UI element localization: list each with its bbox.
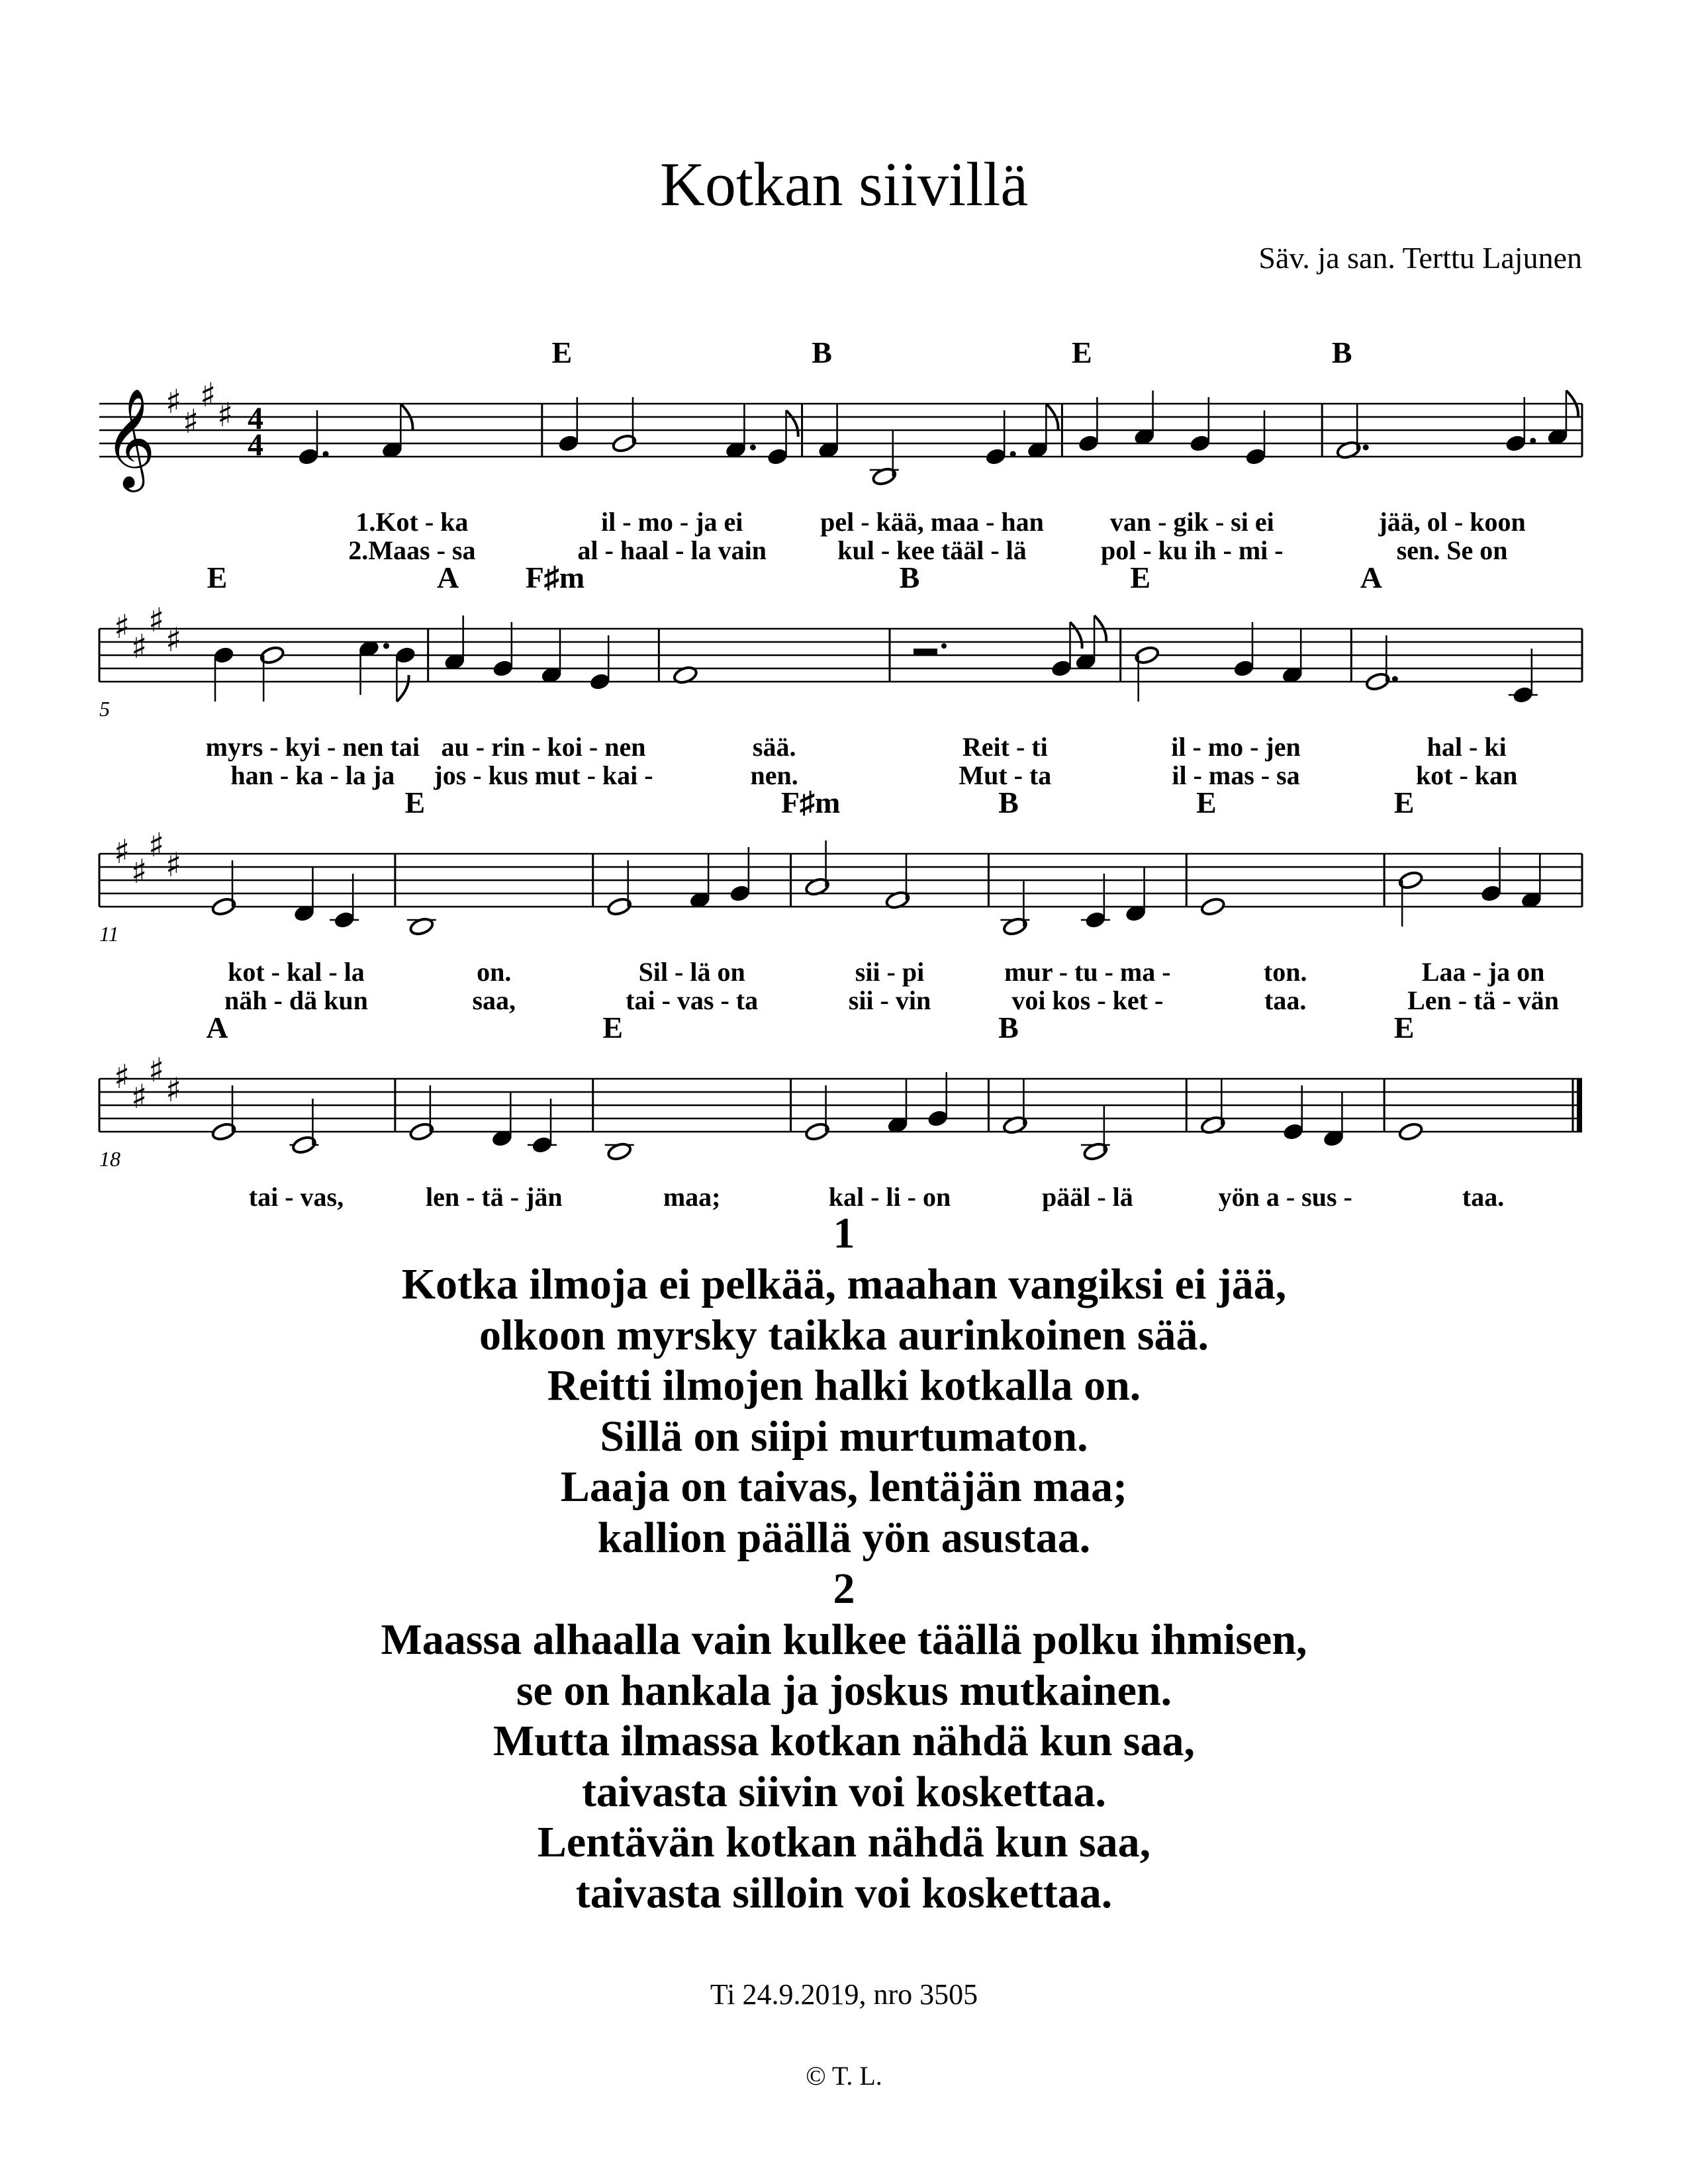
lyric-verse-1: il - mo - jen [1171, 732, 1301, 762]
lyric-verse-1: 1.Kot - ka [355, 507, 469, 537]
lyric-verse-1: maa; [663, 1182, 721, 1211]
chord-symbol: F♯m [780, 786, 841, 819]
lyric-verse-1: len - tä - jän [425, 1182, 563, 1211]
verse-line: taivasta siivin voi koskettaa. [581, 1767, 1107, 1816]
chord-symbol: E [404, 786, 426, 819]
sharp-icon: ♯ [148, 1051, 165, 1089]
dot [323, 451, 329, 457]
note-head [985, 447, 1007, 466]
chord-symbol: E [602, 1011, 624, 1044]
note-head [1398, 1122, 1424, 1142]
lyric-verse-1: sii - pi [855, 957, 925, 987]
sharp-icon: ♯ [114, 833, 130, 871]
verse-line: kallion päällä yön asustaa. [597, 1513, 1091, 1562]
chord-symbol: A [437, 561, 459, 594]
treble-clef-icon: 𝄞 [105, 387, 156, 488]
lyric-verse-1: il - mo - ja ei [601, 507, 743, 537]
lyric-verse-1: on. [477, 957, 512, 987]
song-title: Kotkan siivillä [659, 150, 1029, 219]
lyric-verse-2: jos - kus mut - kai - [434, 760, 653, 790]
verse-number: 1 [833, 1209, 855, 1257]
verse-line: se on hankala ja joskus mutkainen. [516, 1666, 1172, 1715]
staff-system [99, 336, 1582, 565]
sharp-icon: ♯ [114, 608, 130, 646]
sharp-icon: ♯ [148, 601, 165, 639]
note-head [1505, 434, 1526, 453]
lyric-verse-1: tai - vas, [248, 1182, 344, 1211]
dot [1530, 438, 1536, 444]
dot [750, 445, 756, 451]
sharp-icon: ♯ [165, 621, 182, 659]
note-head [1233, 659, 1254, 678]
lyric-verse-2: sii - vin [848, 985, 931, 1015]
composer-credit: Säv. ja san. Terttu Lajunen [1258, 241, 1582, 275]
sharp-icon: ♯ [148, 826, 165, 864]
measure-number: 18 [99, 1147, 120, 1171]
note-flag [397, 675, 408, 702]
note-head [297, 447, 319, 466]
lyric-verse-2: Len - tä - vän [1407, 985, 1560, 1015]
chord-symbol: B [899, 561, 920, 594]
chord-symbol: E [1393, 786, 1415, 819]
lyric-verse-2: kul - kee tääl - lä [837, 535, 1027, 565]
note-head [1512, 686, 1534, 704]
verse-line: Kotka ilmoja ei pelkää, maahan vangiksi ei jää, [401, 1260, 1287, 1308]
note-head [767, 447, 788, 466]
note-head [334, 911, 355, 929]
note-head [1244, 447, 1266, 466]
chord-symbol: B [1331, 336, 1352, 369]
lyric-verse-1: pääl - lä [1041, 1182, 1133, 1211]
sharp-icon: ♯ [165, 846, 182, 884]
lyric-verse-2: han - ka - la ja [230, 760, 395, 790]
lyric-verse-1: pel - kää, maa - han [820, 507, 1044, 537]
sharp-icon: ♯ [131, 1077, 148, 1116]
chord-symbol: E [1196, 786, 1217, 819]
sharp-icon: ♯ [165, 1071, 182, 1109]
lyric-verse-2: näh - dä kun [224, 985, 368, 1015]
lyric-verse-1: Reit - ti [962, 732, 1048, 762]
lyric-verse-2: voi kos - ket - [1011, 985, 1164, 1015]
verse-line: Sillä on siipi murtumaton. [600, 1412, 1088, 1461]
time-signature-top: 4 [248, 401, 263, 436]
sharp-icon: ♯ [200, 376, 216, 414]
lyric-verse-1: mur - tu - ma - [1004, 957, 1171, 987]
lyric-verse-1: kot - kal - la [228, 957, 365, 987]
note-head [1200, 897, 1226, 917]
sharp-icon: ♯ [131, 627, 148, 666]
measure-number: 11 [99, 922, 119, 946]
final-barline [1577, 1079, 1582, 1132]
note-head [1480, 884, 1502, 903]
lyric-verse-1: hal - ki [1427, 732, 1507, 762]
date-line: Ti 24.9.2019, nro 3505 [710, 1978, 978, 2011]
dot [1392, 676, 1398, 682]
lyric-verse-2: sen. Se on [1396, 535, 1508, 565]
lyric-verse-2: kot - kan [1415, 760, 1518, 790]
lyric-verse-1: jää, ol - koon [1378, 507, 1526, 537]
chord-symbol: E [207, 561, 228, 594]
chord-symbol: E [1072, 336, 1092, 369]
verse-1 [0, 1208, 1688, 1563]
lyric-verse-2: nen. [750, 760, 798, 790]
verse-line: Mutta ilmassa kotkan nähdä kun saa, [493, 1717, 1195, 1765]
lyric-verse-1: au - rin - koi - nen [441, 732, 646, 762]
verse-texts [0, 1208, 1688, 1919]
lyric-verse-1: van - gik - si ei [1109, 507, 1274, 537]
note-head [589, 672, 611, 691]
note-head [1051, 659, 1072, 678]
note-head [1078, 434, 1100, 453]
note-head [729, 884, 751, 903]
note-head [557, 434, 579, 453]
note-head [395, 646, 416, 664]
verse-2 [0, 1563, 1688, 1919]
lyric-verse-1: taa. [1462, 1182, 1505, 1211]
lyric-verse-1: Sil - lä on [638, 957, 745, 987]
lyric-verse-2: 2.Maas - sa [348, 535, 476, 565]
chord-symbol: B [998, 786, 1019, 819]
chord-symbol: E [551, 336, 573, 369]
note-head [1189, 434, 1211, 453]
sharp-icon: ♯ [217, 396, 234, 434]
verse-line: Maassa alhaalla vain kulkee täällä polku ihmisen, [381, 1615, 1307, 1664]
dot [941, 643, 947, 649]
lyric-verse-2: taa. [1264, 985, 1307, 1015]
chord-symbol: B [812, 336, 832, 369]
note-head [492, 659, 514, 678]
verse-number: 2 [833, 1565, 855, 1613]
sharp-icon: ♯ [114, 1058, 130, 1096]
dot [1363, 445, 1369, 451]
verse-line: Laaja on taivas, lentäjän maa; [560, 1463, 1128, 1511]
lyric-verse-1: myrs - kyi - nen tai [205, 732, 420, 762]
copyright: © T. L. [806, 2061, 882, 2091]
time-signature-bottom: 4 [248, 428, 263, 463]
lyric-verse-2: pol - ku ih - mi - [1100, 535, 1284, 565]
chord-symbol: A [1360, 561, 1382, 594]
sharp-icon: ♯ [165, 383, 182, 421]
lyric-verse-2: tai - vas - ta [626, 985, 759, 1015]
staff-system [99, 786, 1582, 1015]
note-head [1084, 911, 1106, 929]
lyric-verse-1: kal - li - on [828, 1182, 951, 1211]
chord-symbol: A [206, 1011, 228, 1044]
lyric-verse-1: Laa - ja on [1421, 957, 1545, 987]
dot [1010, 451, 1016, 457]
lyric-verse-2: saa, [472, 985, 516, 1015]
verse-line: Reitti ilmojen halki kotkalla on. [547, 1361, 1141, 1410]
note-head [212, 646, 234, 664]
note-head [531, 1136, 553, 1154]
lyric-verse-1: ton. [1263, 957, 1307, 987]
verse-line: olkoon myrsky taikka aurinkoinen sää. [479, 1310, 1209, 1359]
sharp-icon: ♯ [131, 852, 148, 891]
chord-symbol: E [1393, 1011, 1415, 1044]
note-head [1282, 1122, 1304, 1141]
lyric-verse-2: al - haal - la vain [577, 535, 767, 565]
half-rest-icon [914, 649, 937, 655]
lyric-verse-1: yön a - sus - [1218, 1182, 1352, 1211]
dot [383, 643, 389, 649]
lyric-verse-1: sää. [752, 732, 796, 762]
note-head [927, 1109, 949, 1128]
sharp-icon: ♯ [183, 402, 199, 441]
measure-number: 5 [99, 697, 110, 721]
staff-systems [99, 336, 1582, 1211]
chord-symbol: B [998, 1011, 1019, 1044]
note-flag [1070, 622, 1082, 649]
chord-symbol: F♯m [525, 561, 585, 594]
lyric-verse-2: Mut - ta [959, 760, 1052, 790]
verse-line: Lentävän kotkan nähdä kun saa, [537, 1818, 1151, 1866]
lyric-verse-2: il - mas - sa [1172, 760, 1300, 790]
chord-symbol: E [1130, 561, 1151, 594]
verse-line: taivasta silloin voi koskettaa. [575, 1868, 1113, 1917]
staff-system [99, 1011, 1582, 1211]
staff-system [99, 561, 1582, 790]
note-flag [786, 410, 798, 437]
